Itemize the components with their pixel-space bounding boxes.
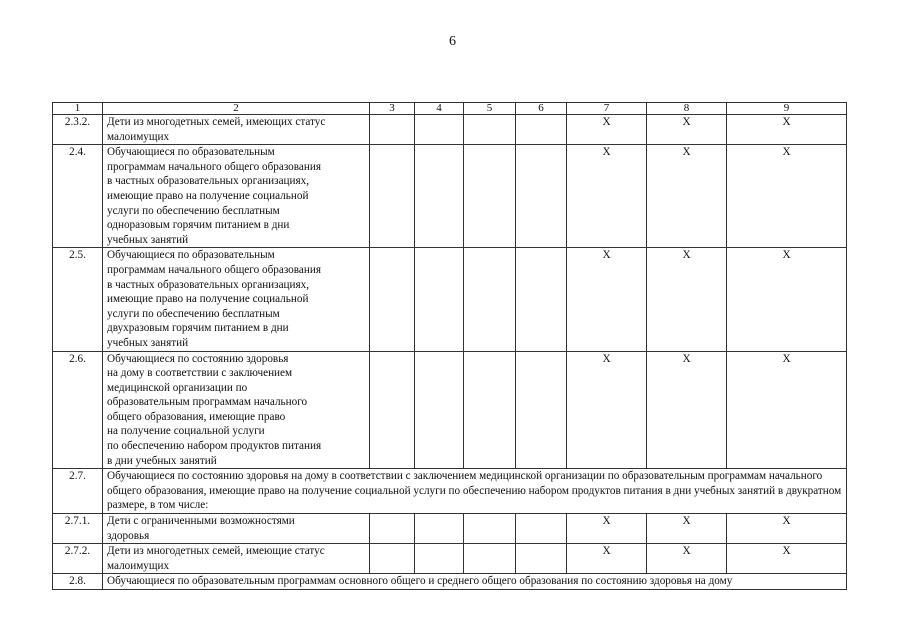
mark-cell: X <box>727 248 847 351</box>
header-cell: 8 <box>647 103 727 115</box>
mark-cell: X <box>567 514 647 544</box>
header-cell: 6 <box>516 103 567 115</box>
row-number: 2.6. <box>53 351 103 469</box>
mark-cell <box>516 514 567 544</box>
mark-cell: X <box>727 115 847 145</box>
row-number: 2.5. <box>53 248 103 351</box>
mark-cell <box>415 115 464 145</box>
mark-cell <box>464 115 516 145</box>
row-number: 2.7.1. <box>53 514 103 544</box>
mark-cell: X <box>567 248 647 351</box>
mark-cell <box>516 544 567 574</box>
mark-cell <box>415 248 464 351</box>
mark-cell <box>415 351 464 469</box>
mark-cell <box>370 544 415 574</box>
mark-cell: X <box>567 544 647 574</box>
mark-cell <box>370 514 415 544</box>
mark-cell <box>464 351 516 469</box>
table-row <box>53 115 847 145</box>
mark-cell <box>464 544 516 574</box>
mark-cell <box>516 115 567 145</box>
mark-cell: X <box>727 145 847 248</box>
header-cell: 9 <box>727 103 847 115</box>
table-row <box>53 248 847 351</box>
mark-cell: X <box>647 351 727 469</box>
mark-cell: X <box>727 351 847 469</box>
table-row <box>53 514 847 544</box>
mark-cell <box>370 145 415 248</box>
mark-cell: X <box>647 514 727 544</box>
page-number: 6 <box>449 34 456 49</box>
header-cell: 5 <box>464 103 516 115</box>
row-description: Дети из многодетных семей, имеющих статус малоимущих <box>103 115 370 145</box>
table-row <box>53 145 847 248</box>
table-row <box>53 574 847 590</box>
header-cell: 1 <box>53 103 103 115</box>
mark-cell: X <box>567 351 647 469</box>
row-number: 2.8. <box>53 574 103 590</box>
mark-cell <box>516 248 567 351</box>
mark-cell <box>415 514 464 544</box>
mark-cell <box>415 145 464 248</box>
mark-cell: X <box>647 248 727 351</box>
mark-cell: X <box>647 115 727 145</box>
mark-cell <box>464 248 516 351</box>
row-description: Обучающиеся по образовательным программам начального общего образования в частных образовательных организациях, имеющие право на получение социальной услуги по обеспечению бесплатным двухразовым горячим питанием в дни учебных занятий <box>103 248 370 351</box>
mark-cell <box>370 115 415 145</box>
mark-cell: X <box>647 145 727 248</box>
row-number: 2.4. <box>53 145 103 248</box>
row-description: Обучающиеся по состоянию здоровья на дому в соответствии с заключением медицинской организации по образовательным программам начального общего образования, имеющие право на получение социальной услуги по обеспечению набором продуктов питания в дни учебных занятий в двукратном размере, в том числе: <box>103 469 847 514</box>
mark-cell: X <box>727 544 847 574</box>
row-number: 2.7. <box>53 469 103 514</box>
data-table <box>52 102 847 590</box>
row-number: 2.7.2. <box>53 544 103 574</box>
row-number: 2.3.2. <box>53 115 103 145</box>
mark-cell <box>516 351 567 469</box>
mark-cell <box>370 351 415 469</box>
mark-cell: X <box>647 544 727 574</box>
row-description: Обучающиеся по состоянию здоровья на дому в соответствии с заключением медицинской организации по образовательным программам начального общего образования, имеющие право на получение социальной услуги по обеспечению набором продуктов питания в дни учебных занятий <box>103 351 370 469</box>
mark-cell: X <box>567 145 647 248</box>
row-description: Обучающиеся по образовательным программам основного общего и среднего общего образования по состоянию здоровья на дому <box>103 574 847 590</box>
row-description: Дети с ограниченными возможностями здоровья <box>103 514 370 544</box>
header-cell: 2 <box>103 103 370 115</box>
header-cell: 4 <box>415 103 464 115</box>
mark-cell: X <box>567 115 647 145</box>
mark-cell <box>415 544 464 574</box>
row-description: Дети из многодетных семей, имеющие статус малоимущих <box>103 544 370 574</box>
header-cell: 3 <box>370 103 415 115</box>
mark-cell: X <box>727 514 847 544</box>
mark-cell <box>370 248 415 351</box>
table-row <box>53 351 847 469</box>
mark-cell <box>464 514 516 544</box>
mark-cell <box>464 145 516 248</box>
header-row <box>53 103 847 115</box>
table-row <box>53 544 847 574</box>
row-description: Обучающиеся по образовательным программам начального общего образования в частных образовательных организациях, имеющие право на получение социальной услуги по обеспечению бесплатным одноразовым горячим питанием в дни учебных занятий <box>103 145 370 248</box>
header-cell: 7 <box>567 103 647 115</box>
table-row <box>53 469 847 514</box>
mark-cell <box>516 145 567 248</box>
